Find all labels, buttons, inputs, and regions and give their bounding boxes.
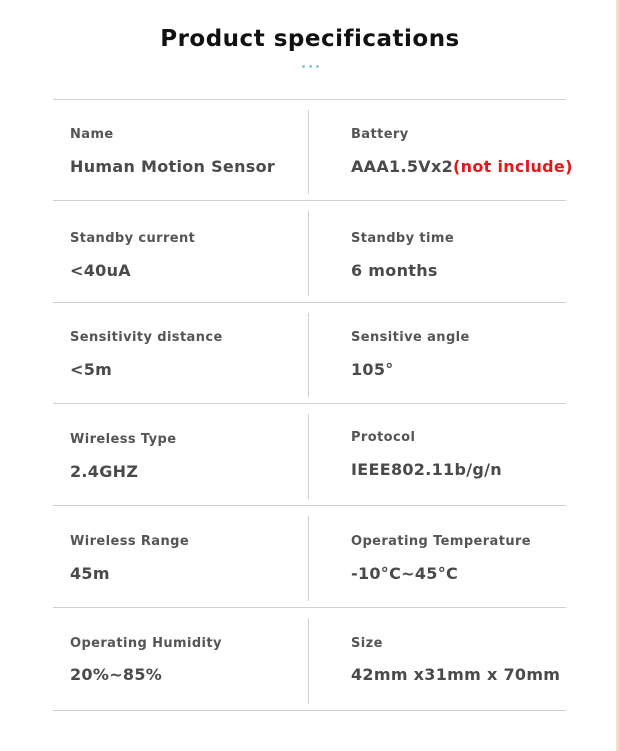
spec-value: Human Motion Sensor: [70, 157, 276, 176]
spec-label: Battery: [351, 127, 409, 142]
column-divider: [308, 211, 309, 296]
spec-row: [53, 505, 566, 607]
spec-value: IEEE802.11b/g/n: [351, 460, 502, 479]
spec-value: 105°: [351, 360, 394, 379]
spec-label: Size: [351, 636, 383, 651]
spec-value: <5m: [70, 360, 113, 379]
spec-label: Operating Temperature: [351, 534, 532, 549]
column-divider: [308, 516, 309, 601]
spec-value: 20%~85%: [70, 665, 163, 684]
spec-value: 2.4GHZ: [70, 462, 139, 481]
page-edge-accent: [616, 0, 620, 751]
spec-label: Standby current: [70, 231, 196, 246]
spec-value: 6 months: [351, 261, 438, 280]
spec-label: Protocol: [351, 430, 416, 445]
spec-label: Operating Humidity: [70, 636, 222, 651]
column-divider: [308, 618, 309, 704]
decoration-dot: [302, 65, 305, 68]
spec-value: 45m: [70, 564, 110, 583]
battery-note: (not include): [453, 157, 573, 176]
spec-label: Wireless Range: [70, 534, 190, 549]
spec-label: Wireless Type: [70, 432, 177, 447]
spec-label: Name: [70, 127, 114, 142]
spec-value: AAA1.5Vx2: [351, 157, 454, 176]
spec-value: <40uA: [70, 261, 131, 280]
spec-row: [53, 200, 566, 302]
spec-label: Sensitivity distance: [70, 330, 223, 345]
spec-row: [53, 403, 566, 505]
column-divider: [308, 313, 309, 397]
spec-row: [53, 607, 566, 711]
spec-value-battery: [351, 157, 573, 176]
title-decoration-dots: [0, 65, 620, 68]
decoration-dot: [309, 65, 312, 68]
spec-label: Sensitive angle: [351, 330, 470, 345]
column-divider: [308, 414, 309, 499]
spec-row: [53, 99, 573, 200]
spec-table: [53, 99, 573, 711]
spec-label: Standby time: [351, 231, 455, 246]
spec-value: 42mm x31mm x 70mm: [351, 665, 561, 684]
decoration-dot: [316, 65, 319, 68]
spec-row: [53, 302, 566, 403]
spec-value: -10°C~45°C: [351, 564, 459, 583]
column-divider: [308, 110, 309, 194]
page-title: Product specifications: [160, 26, 460, 52]
